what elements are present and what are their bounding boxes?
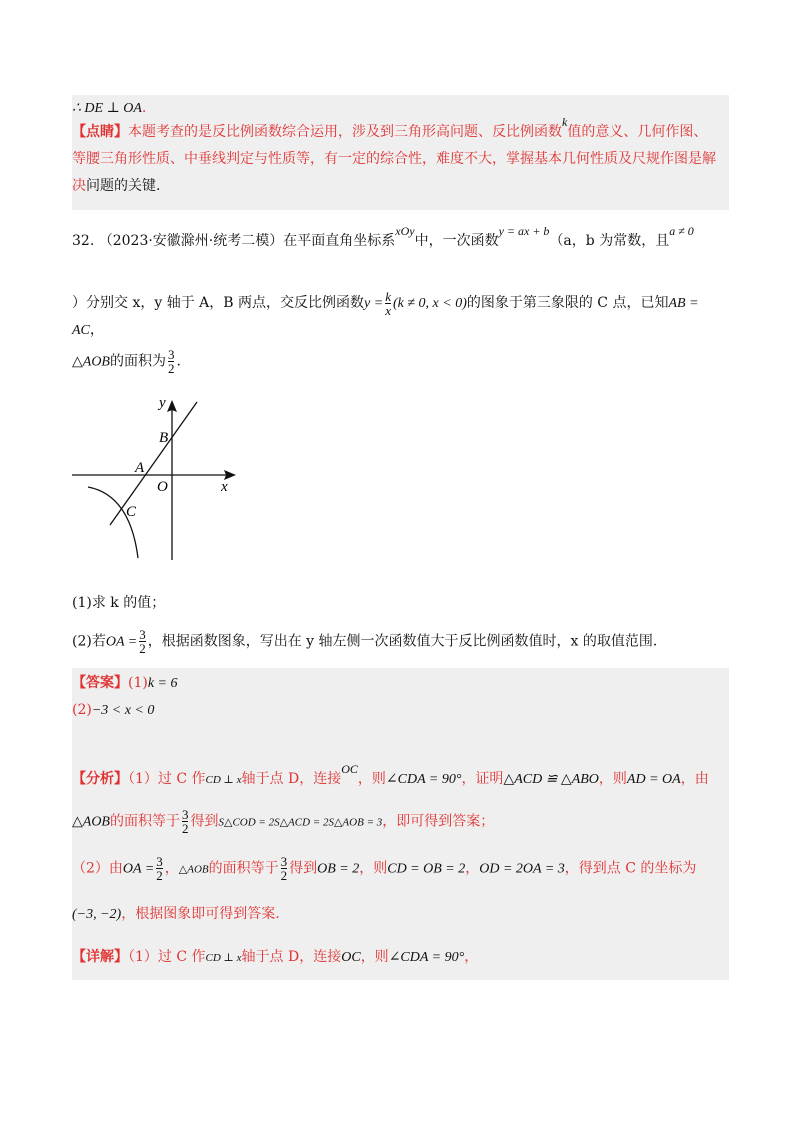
- linear-function-line: [110, 402, 197, 525]
- detail-line-1: 【详解】（1）过 C 作CD ⊥ x轴于点 D，连接OC，则∠CDA = 90°，: [72, 949, 479, 965]
- analysis-label: 【分析】: [72, 771, 128, 787]
- answer-label: 【答案】: [72, 675, 128, 691]
- question-1: (1)求 k 的值；: [72, 595, 166, 611]
- analysis-line-3: （2）由OA = $\frac{3}{2}$ ，△AOB的面积等于 $\frac{3}{2}$ 得到OB = 2，则CD = OB = 2，OD = 2OA = 3，得到点 C 的坐标为: [72, 853, 697, 883]
- analysis-line-4: (−3, −2)，根据图象即可得到答案.: [72, 906, 280, 922]
- problem-number: 32.: [72, 233, 95, 249]
- label-B: B: [159, 430, 169, 446]
- problem-line-2: ）分别交 x，y 轴于 A，B 两点，交反比例函数y = $\frac{k}{x}$ (k ≠ 0, x < 0)的图象于第三象限的 C 点，已知AB = AC，: [72, 289, 699, 339]
- problem-source: （2023·安徽滁州·统考二模）: [98, 233, 284, 249]
- answer-line-2: (2)−3 < x < 0: [72, 702, 155, 718]
- ab-equals-ac: AB = AC: [72, 296, 699, 339]
- label-y: y: [159, 395, 166, 411]
- label-x: x: [221, 479, 228, 495]
- problem-line-1: 32. （2023·安徽滁州·统考二模）在平面直角坐标系xOy中，一次函数y = ax + b（a，b 为常数，且a ≠ 0: [72, 224, 694, 249]
- answer-box: [72, 668, 729, 980]
- comment-line-3: 决问题的关键.: [72, 178, 161, 194]
- comment-label: 【点睛】: [72, 124, 128, 140]
- coord-system: xOy: [395, 224, 415, 238]
- comment-line-2: 等腰三角形性质、中垂线判定与性质等，有一定的综合性，难度不大，掌握基本几何性质及尺规作图是解: [72, 151, 716, 167]
- label-A: A: [135, 460, 145, 476]
- triangle-aob: △AOB: [72, 354, 110, 370]
- k-symbol: k: [562, 115, 568, 129]
- label-C: C: [126, 504, 137, 520]
- comment-line-1: 【点睛】本题考查的是反比例函数综合运用，涉及到三角形高问题、反比例函数k值的意义、几何作图、: [72, 115, 708, 140]
- problem-line-3: △AOB的面积为 $\frac{3}{2}$ .: [72, 347, 181, 376]
- area-fraction: $\frac{3}{2}$: [167, 347, 175, 376]
- therefore-statement: ∴ DE ⊥ OA: [72, 101, 142, 116]
- label-O: O: [157, 479, 168, 495]
- inverse-function-curve: [88, 487, 138, 558]
- previous-solution-box: [72, 95, 729, 210]
- condition-a: a ≠ 0: [669, 224, 694, 238]
- question-2: (2)若OA = $\frac{3}{2}$ ，根据函数图象，写出在 y 轴左侧一次函数值大于反比例函数值时，x 的取值范围.: [72, 627, 658, 656]
- linear-function: y = ax + b: [498, 224, 550, 238]
- coordinate-figure: [70, 390, 245, 565]
- analysis-line-2: △AOB的面积等于 $\frac{3}{2}$ 得到S△COD = 2S△ACD = 2S△AOB = 3，即可得到答案；: [72, 807, 495, 836]
- detail-label: 【详解】: [72, 949, 128, 965]
- analysis-line-1: 【分析】（1）过 C 作CD ⊥ x轴于点 D，连接OC，则∠CDA = 90°，证明△ACD ≌ △ABO，则AD = OA，由: [72, 762, 709, 787]
- answer-1: k = 6: [147, 676, 178, 691]
- therefore-line: ∴ DE ⊥ OA.: [72, 100, 147, 116]
- answer-line-1: 【答案】(1)k = 6: [72, 675, 178, 691]
- answer-2: −3 < x < 0: [91, 703, 155, 718]
- inverse-function: y = $\frac{k}{x}$ (k ≠ 0, x < 0): [364, 289, 467, 319]
